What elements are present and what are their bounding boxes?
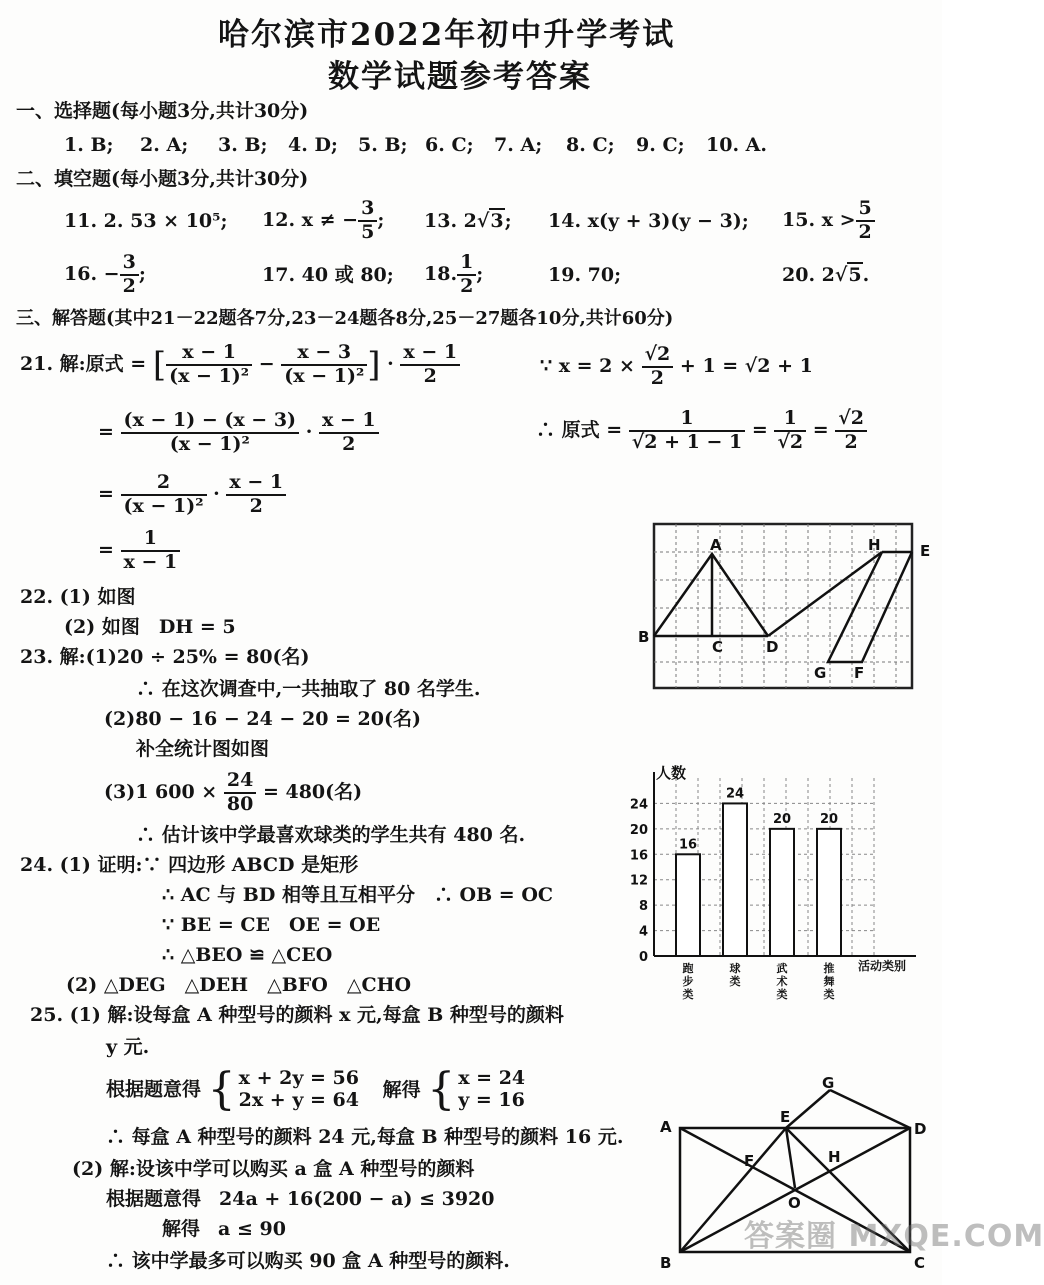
chart-category-label: 武术类 [776, 962, 788, 1001]
chart-y-axis-label: 人数 [656, 764, 687, 782]
chart-category-label: 球类 [729, 962, 741, 988]
rect-label-o: O [788, 1194, 801, 1212]
rect-label-b: B [660, 1254, 672, 1272]
q22-line1: 22. (1) 如图 [20, 586, 136, 608]
fill-answer-17: 17. 40 或 80; [262, 264, 394, 286]
q25-line6: 根据题意得 24a + 16(200 − a) ≤ 3920 [106, 1188, 495, 1210]
q23-line3: (2)80 − 16 − 24 − 20 = 20(名) [104, 708, 421, 730]
mc-answer-7: 7. A; [494, 134, 543, 156]
chart-y-tick-label: 12 [629, 873, 648, 889]
point-label-e: E [920, 542, 931, 560]
watermark: 答案圈 MXQE.COM [744, 1219, 1044, 1254]
fill-answer-15: 15. x > $\frac{5}{2}$ [782, 198, 875, 244]
rect-label-g: G [822, 1074, 835, 1092]
fill-answer-19: 19. 70; [548, 264, 622, 286]
chart-bar [817, 829, 841, 956]
q23-line1: 23. 解:(1)20 ÷ 25% = 80(名) [20, 646, 310, 668]
mc-answer-3: 3. B; [218, 134, 268, 156]
q22-grid-figure [632, 518, 938, 696]
q23-line4: 补全统计图如图 [136, 738, 270, 760]
q25-line4: ∴ 每盒 A 种型号的颜料 24 元,每盒 B 种型号的颜料 16 元. [106, 1126, 624, 1148]
mc-answer-1: 1. B; [64, 134, 114, 156]
q23-bar-chart [622, 758, 938, 1014]
q24-line5: (2) △DEG △DEH △BFO △CHO [66, 974, 412, 996]
q25-line2: y 元. [106, 1036, 150, 1058]
fill-answer-16: 16. − $\frac{3}{2}$ ; [64, 251, 146, 297]
point-label-d: D [766, 638, 779, 656]
q25-line1: 25. (1) 解:设每盒 A 种型号的颜料 x 元,每盒 B 种型号的颜料 [30, 1004, 564, 1026]
fill-answer-20: 20. 2√5. [782, 264, 870, 286]
rect-label-a: A [660, 1118, 672, 1136]
point-label-b: B [638, 628, 650, 646]
q21-line2: = $\frac{(x - 1) - (x - 3)}{\text{(x − 1)²}}$ · $\frac{x - 1}{2}$ [98, 410, 379, 456]
chart-bars [676, 786, 841, 1001]
section2-heading: 二、填空题(每小题3分,共计30分) [16, 168, 309, 190]
chart-y-tick-label: 8 [638, 899, 648, 915]
rect-label-e: E [780, 1108, 791, 1126]
q25-line8: ∴ 该中学最多可以购买 90 盒 A 种型号的颜料. [106, 1250, 510, 1272]
mc-answer-9: 9. C; [636, 134, 685, 156]
chart-bar-value-label: 16 [678, 837, 698, 853]
point-label-a: A [710, 536, 722, 554]
chart-bar [676, 854, 700, 956]
fill-answer-14: 14. x(y + 3)(y − 3); [548, 210, 749, 232]
chart-y-tick-label: 20 [629, 822, 648, 838]
chart-bar [723, 803, 747, 956]
q21-line4: = $\frac{1}{x - 1}$ [98, 528, 180, 574]
fill-answer-12: 12. x ≠ − $\frac{3}{5}$ ; [262, 197, 385, 243]
chart-bar [770, 829, 794, 956]
exam-title: 哈尔滨市2022年初中升学考试 [218, 17, 676, 53]
mc-answer-6: 6. C; [425, 134, 474, 156]
fill-answer-18: 18. $\frac{1}{2}$ ; [424, 251, 484, 297]
point-label-g: G [814, 664, 827, 682]
section3-heading: 三、解答题(其中21－22题各7分,23－24题各8分,25－27题各10分,共计60分) [16, 308, 674, 329]
q24-line4: ∴ △BEO ≌ △CEO [162, 944, 333, 966]
mc-answer-8: 8. C; [566, 134, 615, 156]
q24-line2: ∴ AC 与 BD 相等且互相平分 ∴ OB = OC [162, 884, 553, 906]
fill-answer-13: 13. 2√3; [424, 210, 512, 232]
q22-line2: (2) 如图 DH = 5 [64, 616, 236, 638]
chart-x-axis-label: 活动类别 [858, 959, 907, 973]
mc-answer-2: 2. A; [140, 134, 189, 156]
q21-right-line2: ∴ 原式 = $\frac{1}{√2 + 1 - 1}$ = $\frac{1}{√2}$ = $\frac{√2}{2}$ [536, 408, 867, 454]
rect-label-h: H [828, 1148, 841, 1166]
point-label-f: F [854, 664, 865, 682]
q23-line5: (3)1 600 × $\frac{24}{80}$ = 480(名) [104, 769, 363, 815]
chart-y-tick-label: 0 [638, 950, 648, 965]
fill-answer-11: 11. 2. 53 × 10⁵; [64, 210, 228, 232]
q25-line5: (2) 解:设该中学可以购买 a 盒 A 种型号的颜料 [72, 1158, 475, 1180]
q24-line3: ∵ BE = CE OE = OE [162, 914, 381, 936]
q24-line1: 24. (1) 证明:∵ 四边形 ABCD 是矩形 [20, 854, 359, 876]
rect-label-d: D [914, 1120, 927, 1138]
point-label-h: H [868, 536, 881, 554]
chart-category-label: 推舞类 [823, 962, 835, 1001]
chart-y-tick-label: 24 [629, 797, 648, 813]
chart-category-label: 跑步类 [682, 962, 694, 1001]
answer-title: 数学试题参考答案 [328, 59, 592, 95]
q21-line3: = $\frac{2}{\text{(x − 1)²}}$ · $\frac{x - 1}{2}$ [98, 472, 286, 518]
chart-bar-value-label: 20 [819, 811, 839, 827]
mc-answer-4: 4. D; [288, 134, 338, 156]
q23-line6: ∴ 估计该中学最喜欢球类的学生共有 480 名. [136, 824, 526, 846]
q25-line7: 解得 a ≤ 90 [162, 1218, 286, 1240]
chart-y-tick-label: 16 [629, 848, 648, 864]
q25-line3: 根据题意得 { x + 2y = 56 2x + y = 64 解得 { x = 24 y = 16 [106, 1064, 526, 1115]
figure-segments [654, 552, 912, 662]
chart-bar-value-label: 20 [772, 811, 792, 827]
rect-label-c: C [914, 1254, 926, 1272]
rect-label-f: F [744, 1152, 755, 1170]
mc-answer-10: 10. A. [706, 134, 768, 156]
q21-right-line1: ∵ x = 2 × $\frac{√2}{2}$ + 1 = √2 + 1 [540, 343, 813, 389]
q23-line2: ∴ 在这次调查中,一共抽取了 80 名学生. [136, 678, 481, 700]
section1-heading: 一、选择题(每小题3分,共计30分) [16, 100, 309, 122]
q21-line1: 21. 解:原式 = [ $\frac{x - 1}{\text{(x − 1)²}}$ − $\frac{x - 3}{\text{(x − 1)²}}$ ] · $\frac{x - 1}{2}$ [20, 342, 460, 388]
mc-answer-5: 5. B; [358, 134, 408, 156]
chart-bar-value-label: 24 [725, 786, 745, 802]
point-label-c: C [712, 638, 724, 656]
chart-y-tick-label: 4 [638, 924, 648, 940]
